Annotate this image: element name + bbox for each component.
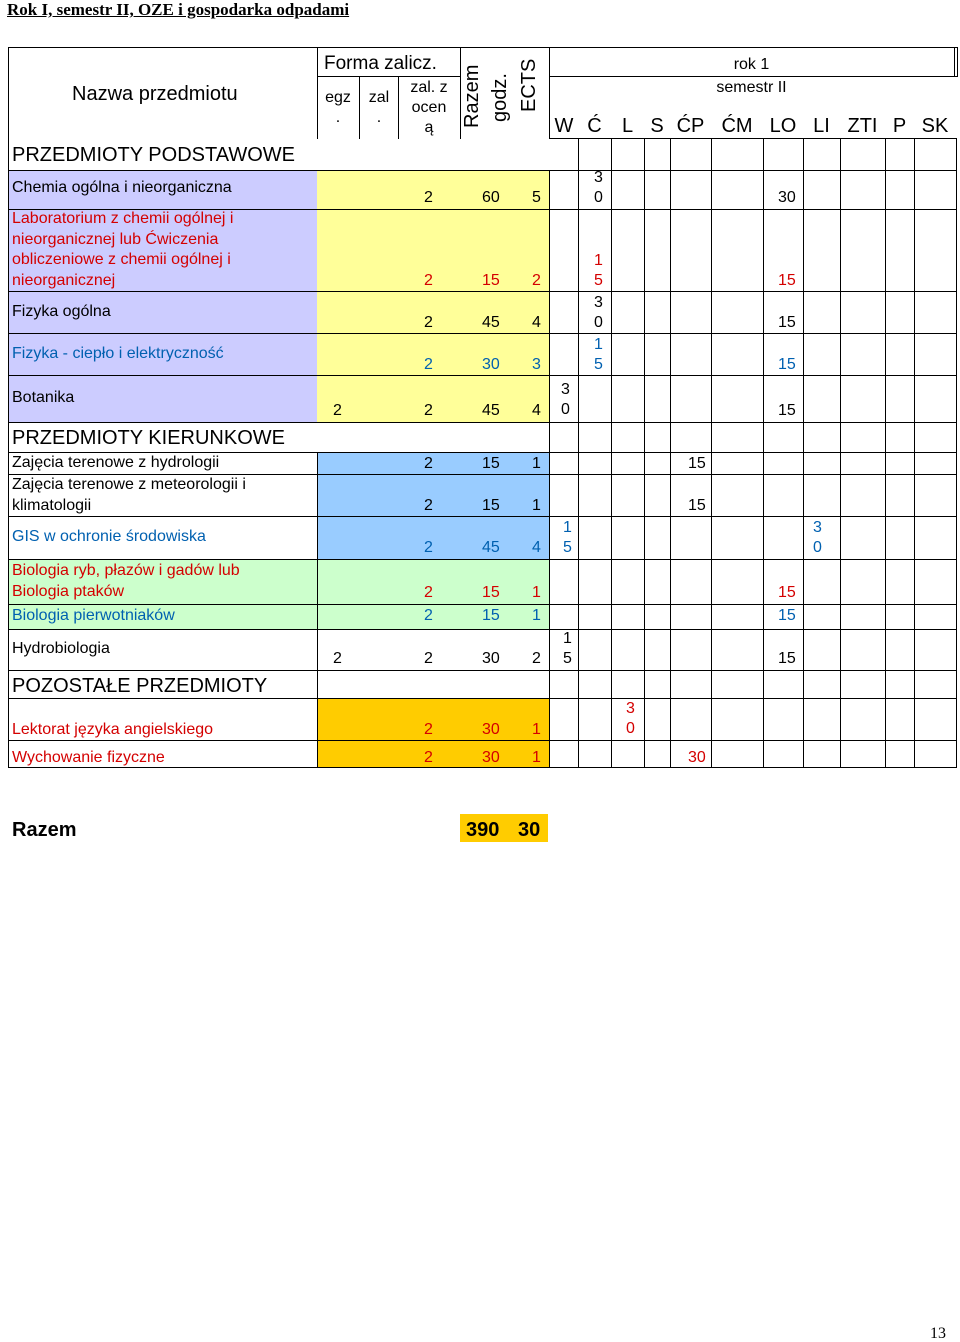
- type-sk: SK: [921, 115, 949, 137]
- document-title: Rok I, semestr II, OZE i gospodarka odpadami: [7, 0, 350, 19]
- row-ryby-ects: 1: [532, 584, 541, 601]
- biologia-values-bg: [317, 559, 549, 629]
- nazwa-przedmiotu-header: Nazwa przedmiotu: [72, 83, 238, 105]
- type-p: P: [892, 115, 907, 137]
- type-s: S: [650, 115, 664, 137]
- type-cm: ĆM: [721, 115, 753, 137]
- semestr-header: semestr II: [716, 79, 787, 96]
- section-kierunkowe: PRZEDMIOTY KIERUNKOWE: [12, 427, 285, 449]
- row-fizyka-w: 3 0: [594, 294, 603, 331]
- row-hydro-godz: 15: [482, 455, 500, 472]
- type-c: Ć: [587, 115, 602, 137]
- row-hydrob-w: 1 5: [563, 630, 572, 667]
- row-botanika-ects: 4: [532, 402, 541, 419]
- row-ryby-lo: 15: [778, 584, 796, 601]
- row-meteo-ects: 1: [532, 497, 541, 514]
- row-hydrob-godz: 30: [482, 650, 500, 667]
- row-fizyka2-lo: 15: [778, 356, 796, 373]
- row-hydrob-ects: 2: [532, 650, 541, 667]
- row-chemia-zalz: 2: [424, 189, 433, 206]
- row-hydro-name: Zajęcia terenowe z hydrologii: [12, 454, 220, 471]
- row-chemia-name: Chemia ogólna i nieorganiczna: [12, 179, 232, 196]
- row-ryby-godz: 15: [482, 584, 500, 601]
- row-lab-w: 1 5: [594, 252, 603, 289]
- row-pierw-lo: 15: [778, 607, 796, 624]
- row-gis-godz: 45: [482, 539, 500, 556]
- row-wf-zalz: 2: [424, 749, 433, 766]
- row-chemia-w: 3 0: [594, 169, 603, 206]
- row-gis-w: 1 5: [563, 519, 572, 556]
- row-lab-godz: 15: [482, 272, 500, 289]
- total-label: Razem: [12, 819, 77, 841]
- row-meteo-zalz: 2: [424, 497, 433, 514]
- ects-header: ECTS: [518, 58, 540, 112]
- row-meteo-name: Zajęcia terenowe z meteorologii i klimatologii: [12, 476, 246, 514]
- row-lab-name-red: Laboratorium z chemii ogólnej i nieorganicznej lub Ćwiczenia obliczeniowe z chemii ogólnej i nieorganicznej: [12, 210, 234, 289]
- row-meteo-cp: 15: [688, 497, 706, 514]
- row-pierw-name: Biologia pierwotniaków: [12, 607, 175, 624]
- row-chemia-lo: 30: [778, 189, 796, 206]
- forma-zalicz-header: Forma zalicz.: [324, 53, 437, 74]
- row-wf-godz: 30: [482, 749, 500, 766]
- type-l: L: [621, 115, 634, 137]
- row-lektorat-zalz: 2: [424, 721, 433, 738]
- row-fizyka-zalz: 2: [424, 314, 433, 331]
- godz-header: godz.: [489, 73, 511, 122]
- row-hydro-ects: 1: [532, 455, 541, 472]
- zal-header: zal .: [368, 89, 390, 126]
- row-fizyka2-w: 1 5: [594, 336, 603, 373]
- row-hydro-cp: 15: [688, 455, 706, 472]
- type-zti: ZTI: [847, 115, 878, 137]
- row-ryby-name: Biologia ryb, płazów i gadów lub Biologia ptaków: [12, 562, 240, 600]
- row-wf-ects: 1: [532, 749, 541, 766]
- row-botanika-name: Botanika: [12, 389, 75, 406]
- row-botanika-zalz: 2: [424, 402, 433, 419]
- row-lektorat-name: Lektorat języka angielskiego: [12, 721, 214, 738]
- section-podstawowe: PRZEDMIOTY PODSTAWOWE: [12, 144, 295, 166]
- row-hydrob-egz: 2: [333, 650, 342, 667]
- type-lo: LO: [769, 115, 797, 137]
- row-botanika-lo: 15: [778, 402, 796, 419]
- row-hydrob-name: Hydrobiologia: [12, 640, 110, 657]
- row-fizyka2-ects: 3: [532, 356, 541, 373]
- row-lab-lo: 15: [778, 272, 796, 289]
- row-pierw-zalz: 2: [424, 607, 433, 624]
- row-meteo-godz: 15: [482, 497, 500, 514]
- row-chemia-godz: 60: [482, 189, 500, 206]
- row-pierw-ects: 1: [532, 607, 541, 624]
- row-lab-zalz: 2: [424, 272, 433, 289]
- razem-header: Razem: [461, 64, 483, 128]
- row-gis-li: 3 0: [813, 519, 822, 556]
- row-lektorat-c: 3 0: [626, 700, 635, 737]
- row-gis-name: GIS w ochronie środowiska: [12, 528, 206, 545]
- page-number: 13: [930, 1325, 946, 1342]
- row-fizyka-ects: 4: [532, 314, 541, 331]
- podstawowe-name-bg: [8, 170, 317, 422]
- total-godz: 390: [466, 819, 500, 841]
- row-hydro-zalz: 2: [424, 455, 433, 472]
- type-cp: ĆP: [676, 115, 705, 137]
- row-chemia-ects: 5: [532, 189, 541, 206]
- row-gis-zalz: 2: [424, 539, 433, 556]
- row-lektorat-godz: 30: [482, 721, 500, 738]
- row-ryby-zalz: 2: [424, 584, 433, 601]
- total-ects: 30: [518, 819, 541, 841]
- pozostale-values-bg: [317, 698, 549, 767]
- row-hydrob-zalz: 2: [424, 650, 433, 667]
- podstawowe-values-bg: [317, 170, 549, 422]
- row-botanika-godz: 45: [482, 402, 500, 419]
- kierunkowe-values-bg: [317, 452, 549, 559]
- row-pierw-godz: 15: [482, 607, 500, 624]
- zal-z-ocena-header: zal. z ocen ą: [410, 79, 448, 136]
- row-fizyka2-name: Fizyka - ciepło i elektryczność: [12, 345, 224, 362]
- row-gis-ects: 4: [532, 539, 541, 556]
- row-fizyka-godz: 45: [482, 314, 500, 331]
- rok-header: rok 1: [733, 56, 770, 73]
- row-botanika-egz: 2: [333, 402, 342, 419]
- row-fizyka2-zalz: 2: [424, 356, 433, 373]
- row-fizyka-name: Fizyka ogólna: [12, 303, 111, 320]
- row-botanika-w: 3 0: [561, 381, 570, 418]
- egz-header: egz .: [325, 89, 351, 126]
- type-w: W: [554, 115, 574, 137]
- section-pozostale: POZOSTAŁE PRZEDMIOTY: [12, 675, 268, 697]
- type-li: LI: [813, 115, 830, 137]
- row-lab-ects: 2: [532, 272, 541, 289]
- row-wf-name: Wychowanie fizyczne: [12, 749, 165, 766]
- row-hydrob-lo: 15: [778, 650, 796, 667]
- row-fizyka-lo: 15: [778, 314, 796, 331]
- row-wf-cp: 30: [688, 749, 706, 766]
- row-fizyka2-godz: 30: [482, 356, 500, 373]
- row-lektorat-ects: 1: [532, 721, 541, 738]
